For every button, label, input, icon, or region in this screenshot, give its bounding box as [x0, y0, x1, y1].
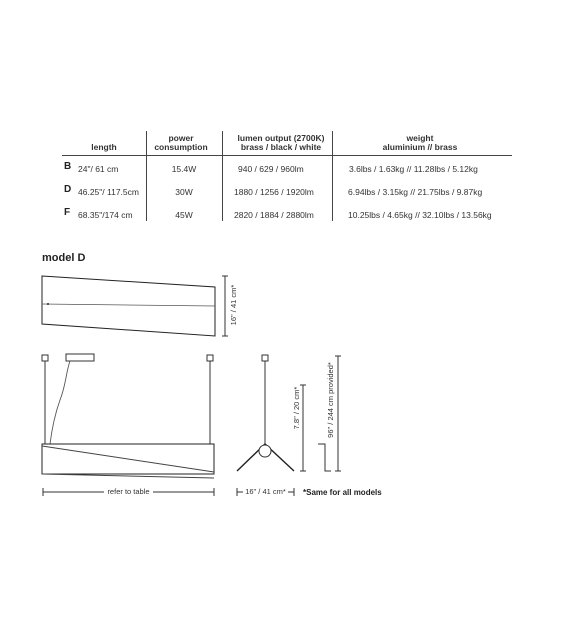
row-length: 46.25"/ 117.5cm	[78, 187, 139, 197]
row-power: 15.4W	[171, 164, 197, 174]
header-lumen-line1: lumen output (2700K)	[237, 133, 325, 143]
row-length: 68.35"/174 cm	[78, 210, 133, 220]
canopy	[66, 354, 94, 361]
side-ceiling-mount	[262, 355, 268, 361]
row-model: B	[64, 161, 72, 172]
header-length: length	[91, 142, 117, 152]
length-dim-label	[43, 487, 214, 496]
row-model: D	[64, 184, 72, 195]
front-view-underside	[42, 474, 214, 478]
side-view-pivot	[259, 445, 271, 457]
top-view-dim-label: 16" / 41 cm*	[229, 284, 238, 326]
ceiling-mount-left	[42, 355, 48, 361]
drawing-title: model D	[42, 252, 86, 264]
row-model: F	[64, 207, 71, 218]
height-dim-label: 7.8" / 20 cm*	[292, 386, 301, 430]
cable-dim-label: 96" / 244 cm provided*	[326, 362, 335, 438]
header-weight-line2: aluminium // brass	[382, 142, 458, 152]
ceiling-mount-right	[207, 355, 213, 361]
row-weight: 3.6lbs / 1.63kg // 11.28lbs / 5.12kg	[349, 164, 478, 174]
power-cord	[50, 361, 70, 444]
length-label-text: refer to table	[104, 487, 152, 496]
row-lumen: 1880 / 1256 / 1920lm	[234, 187, 314, 197]
row-lumen: 940 / 629 / 960lm	[238, 164, 304, 174]
header-power-line1: power	[168, 133, 194, 143]
header-power-line2: consumption	[154, 142, 208, 152]
row-length: 24"/ 61 cm	[78, 164, 119, 174]
header-weight-line1: weight	[406, 133, 434, 143]
footnote: *Same for all models	[303, 488, 382, 497]
row-power: 30W	[175, 187, 193, 197]
row-lumen: 2820 / 1884 / 2880lm	[234, 210, 314, 220]
row-weight: 6.94lbs / 3.15kg // 21.75lbs / 9.87kg	[348, 187, 483, 197]
width-label-text: 16" / 41 cm*	[245, 487, 286, 496]
row-weight: 10.25lbs / 4.65kg // 32.10lbs / 13.56kg	[348, 210, 492, 220]
header-lumen-line2: brass / black / white	[240, 142, 322, 152]
width-dim-label	[237, 487, 294, 496]
row-power: 45W	[175, 210, 193, 220]
